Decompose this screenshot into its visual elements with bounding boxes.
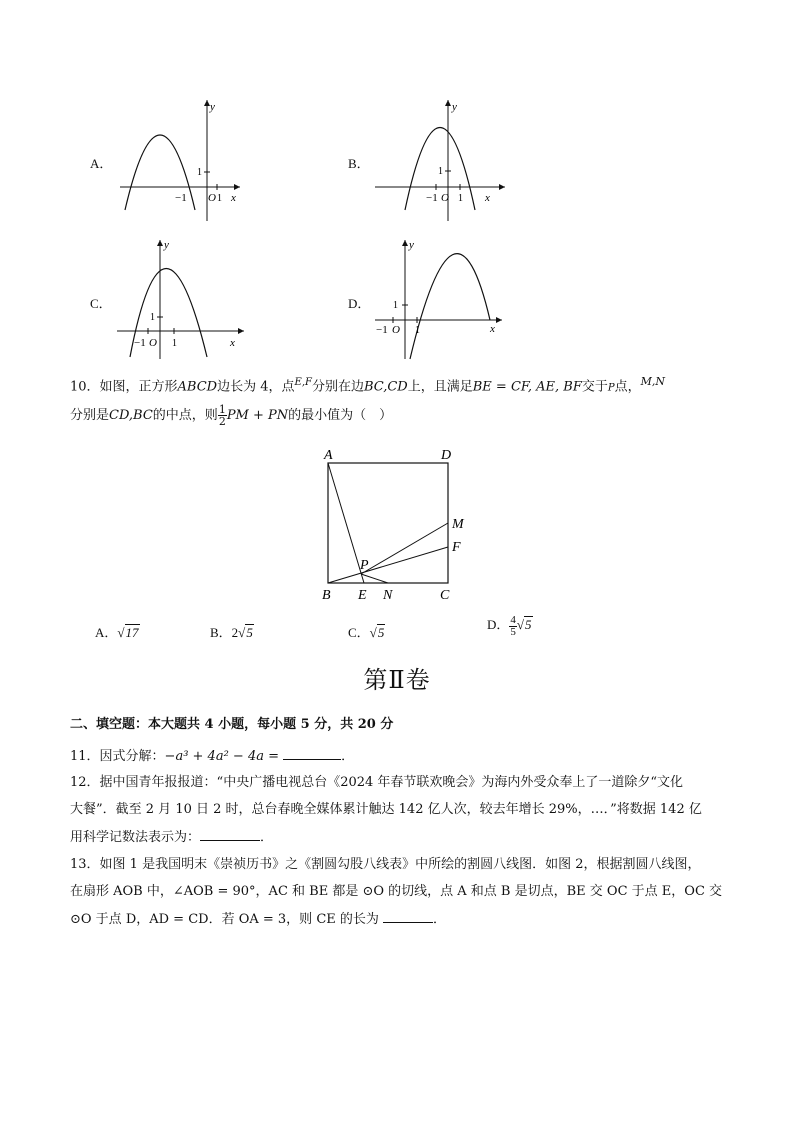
neg-one-label: −1 [376, 324, 388, 336]
option-c-graph[interactable] [90, 235, 260, 365]
q12-line-1: 12．据中国青年报报道：“中央广播电视总台《2024 年春节联欢晚会》为海内外受众奉上了一道除夕“文化 [70, 775, 684, 790]
neg-one-label: −1 [426, 192, 438, 204]
q13-line-3: ⊙O 于点 D，AD = CD．若 OA = 3，则 CE 的长为 ． [70, 912, 447, 927]
point-e-label: E [358, 588, 367, 603]
parabola-graph-b [370, 95, 510, 225]
q12-answer-blank[interactable] [200, 828, 260, 841]
square-figure [320, 445, 470, 605]
q10-line-2: 分别是CD,BC的中点，则 $\frac{1}{2}$ PM + PN的最小值为（ ） [70, 403, 393, 428]
q12-line-2: 大餐”．截至 2 月 10 日 2 时，总台春晚全媒体累计触达 142 亿人次，较去年增长 29%，…．”将数据 142 亿 [70, 802, 702, 817]
y-one-label: 1 [197, 167, 202, 178]
option-b-label: B． [348, 156, 370, 171]
option-a-label: A． [90, 156, 113, 171]
point-c-label: C [440, 588, 450, 603]
q13-line-1: 13．如图 1 是我国明末《崇祯历书》之《割圆勾股八线表》中所绘的割圆八线图．如图 2，根据割圆八线图， [70, 857, 701, 872]
y-axis-label: y [452, 101, 457, 113]
option-a-graph[interactable] [90, 95, 250, 225]
x-one-label: 1 [217, 193, 222, 204]
parabola-graph-d [370, 235, 510, 365]
option-d-label: D． [348, 296, 371, 311]
x-axis-label: x [230, 337, 235, 349]
y-one-label: 1 [150, 312, 155, 323]
q10-option-b[interactable]: B．2√5 [210, 625, 253, 640]
x-axis-label: x [231, 192, 236, 204]
y-axis-label: y [164, 239, 169, 251]
origin-label: O [149, 337, 157, 349]
x-one-label: 1 [172, 338, 177, 349]
point-n-label: N [383, 588, 393, 603]
y-axis-label: y [210, 101, 215, 113]
point-p-label: P [360, 558, 369, 573]
x-axis-label: x [485, 192, 490, 204]
point-m-label: M [452, 517, 464, 532]
x-axis-label: x [490, 323, 495, 335]
neg-one-label: −1 [175, 192, 187, 204]
q13-line-2: 在扇形 AOB 中，∠AOB = 90°，AC 和 BE 都是 ⊙O 的切线，点 A 和点 B 是切点，BE 交 OC 于点 E，OC 交 [70, 884, 723, 899]
section-heading: 二、填空题：本大题共 4 小题，每小题 5 分，共 20 分 [70, 717, 394, 732]
y-axis-label: y [409, 239, 414, 251]
q12-line-3: 用科学记数法表示为： ． [70, 830, 274, 845]
origin-label: O [441, 192, 449, 204]
y-one-label: 1 [393, 300, 398, 311]
option-b-graph[interactable] [348, 95, 518, 225]
x-one-label: 1 [415, 325, 420, 336]
neg-one-label: −1 [134, 337, 146, 349]
q10-option-d[interactable]: D． $\frac{4}{5}$ √5 [487, 613, 532, 638]
option-d-graph[interactable] [348, 235, 518, 365]
point-d-label: D [441, 448, 452, 463]
origin-label: O [208, 192, 216, 204]
point-f-label: F [452, 540, 461, 555]
q11-answer-blank[interactable] [283, 747, 341, 760]
q10-option-c[interactable]: C．√5 [348, 625, 385, 640]
x-one-label: 1 [458, 193, 463, 204]
q10-line-1: 10．如图，正方形ABCD边长为 4，点$^{E,F}$分别在边BC,CD上，且满足BE = CF, AE, BF交于P点，$^{M,N}$ [70, 375, 666, 395]
parabola-graph-c [112, 235, 252, 365]
parabola-graph-a [115, 95, 245, 225]
section-title: 第Ⅱ卷 [363, 666, 431, 694]
q13-answer-blank[interactable] [383, 910, 433, 923]
q10-option-a[interactable]: A．√17 [95, 625, 139, 640]
y-one-label: 1 [438, 166, 443, 177]
origin-label: O [392, 324, 400, 336]
point-b-label: B [322, 588, 331, 603]
point-a-label: A [324, 448, 333, 463]
q11: 11．因式分解：−a³ + 4a² − 4a = ． [70, 749, 355, 764]
option-c-label: C． [90, 296, 112, 311]
